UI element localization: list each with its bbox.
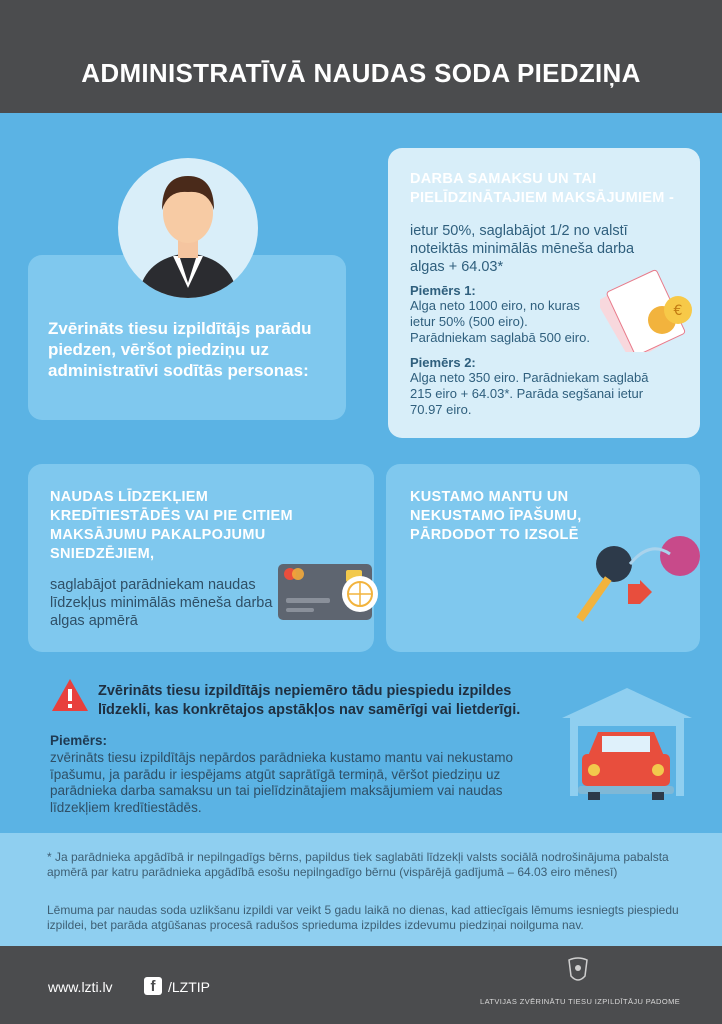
funds-title: NAUDAS LĪDZEKĻIEM KREDĪTIESTĀDĒS VAI PIE CITIEM MAKSĀJUMU PAKALPOJUMU SNIEDZĒJIEM,	[50, 489, 293, 562]
svg-text:€: €	[673, 303, 683, 319]
footnote-1: * Ja parādnieka apgādībā ir nepilngadīgs bērns, papildus tiek saglabāti līdzekļi valsts sociālā nodrošinājuma pabalsta apmērā par katru parādnieka apgādībā esošu nepilngadīgo bērnu (vispārējā gadījumā – 64.03 eiro mēnesī)	[47, 850, 669, 879]
judge-icon	[118, 158, 258, 298]
judge-avatar	[118, 158, 258, 298]
warning-icon	[50, 677, 90, 713]
funds-desc: saglabājot parādniekam naudas līdzekļus minimālās mēneša darba algas apmērā	[50, 577, 273, 629]
header-bar	[0, 0, 722, 113]
example2-text: Alga neto 350 eiro. Parādniekam saglabā 215 eiro + 64.03*. Parāda segšanai ietur 70.97 eiro.	[410, 370, 649, 417]
salary-desc: ietur 50%, saglabājot 1/2 no valstī noteiktās minimālās mēneša darba algas + 64.03*	[410, 223, 635, 275]
credit-card-icon	[276, 562, 386, 622]
footnote-2: Lēmuma par naudas soda uzlikšanu izpildi var veikt 5 gadu laikā no dienas, kad attiecīgais lēmums iesniegts piespiedu izpildei, bet parāda atgūšanas procesā radušos sprieduma izpildes izdevumu piedziņai noilguma nav.	[47, 903, 679, 932]
footnotes-section	[0, 833, 722, 946]
facebook-icon[interactable]: f	[144, 977, 162, 995]
facebook-link[interactable]: /LZTIP	[168, 979, 211, 995]
warning-example-text: zvērināts tiesu izpildītājs nepārdos parādnieka kustamo mantu vai nekustamo īpašumu, ja parādu ir iespējams atgūt saprātīgā termiņā, vēršot piedziņu uz parādnieka darba samaksu un tai pielīdzinātajiem maksājumiem vai naudas līdzekļiem kredītiestādēs.	[50, 750, 513, 815]
money-icon	[600, 262, 700, 352]
example1-text: Alga neto 1000 eiro, no kuras ietur 50% (500 eiro). Parādniekam saglabā 500 eiro.	[410, 298, 590, 345]
website-link[interactable]: www.lzti.lv	[48, 979, 113, 995]
property-title: KUSTAMO MANTU UN NEKUSTAMO ĪPAŠUMU, PĀRDODOT TO IZSOLĒ	[410, 489, 582, 543]
example2-title: Piemērs 2:	[410, 355, 476, 370]
coat-of-arms-logo	[563, 956, 593, 988]
organization-name: LATVIJAS ZVĒRINĀTU TIESU IZPILDĪTĀJU PADOME	[480, 997, 681, 1006]
keys-icon	[570, 534, 710, 634]
page-title: ADMINISTRATĪVĀ NAUDAS SODA PIEDZIŅA	[81, 58, 641, 88]
warning-text: Zvērināts tiesu izpildītājs nepiemēro tādu piespiedu izpildes līdzekli, kas konkrētajos apstākļos nav samērīgi vai lietderīgi.	[98, 683, 521, 718]
warning-example-title: Piemērs:	[50, 733, 108, 748]
salary-title: DARBA SAMAKSU UN TAI PIELĪDZINĀTAJIEM MAKSĀJUMIEM -	[410, 171, 675, 206]
intro-text: Zvērināts tiesu izpildītājs parādu piedzen, vēršot piedziņu uz administratīvi sodītās personas:	[48, 319, 312, 380]
garage-car-icon	[558, 686, 696, 806]
footer-bar	[0, 946, 722, 1024]
example1-title: Piemērs 1:	[410, 283, 476, 298]
